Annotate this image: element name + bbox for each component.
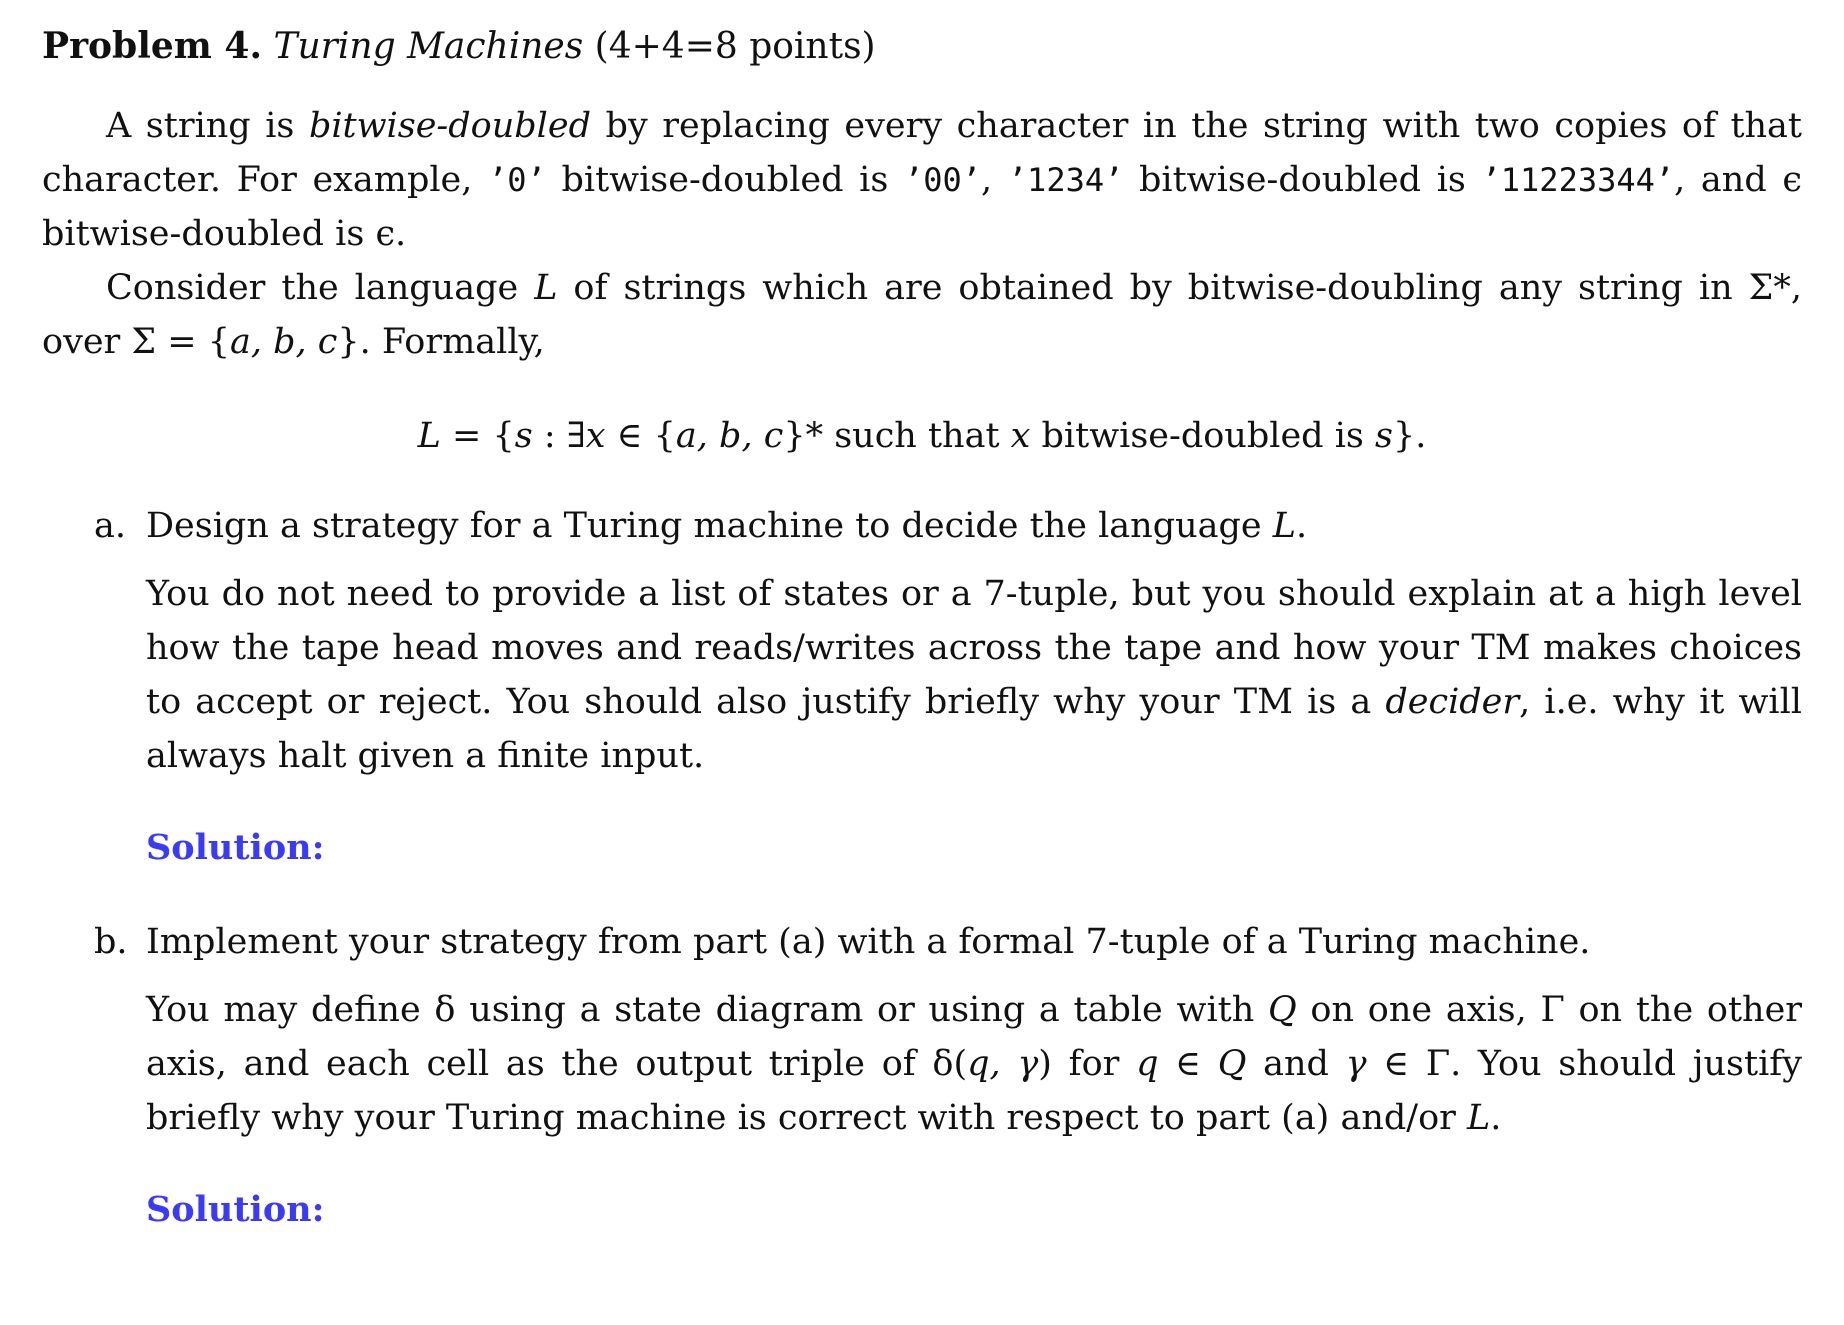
document-page [42,18,1802,1277]
math-q-gamma: q, γ [967,1044,1039,1084]
problem-heading [42,18,1802,75]
math-alphabet: a, b, c [230,322,338,362]
intro-paragraph-2 [42,261,1802,369]
text-span: on one axis, Γ on the other axis, and each cell as the output triple of δ( [146,990,1803,1084]
text-span: }* such that [783,416,1011,456]
part-b-solution-label: Solution: [146,1189,325,1230]
part-b-prompt: Implement your strategy from part (a) with a formal 7-tuple of a Turing machine. [146,922,1591,962]
math-L: L [1467,1098,1491,1138]
example-output-2: ’11223344’ [1481,161,1675,199]
term-bitwise-doubled: bitwise-doubled [308,106,591,146]
text-span: }. Formally, [337,322,545,362]
text-span: = { [440,416,515,456]
text-span: by replacing every character in the string with two copies of that character. For example, [42,106,1802,200]
text-span: and [1246,1044,1346,1084]
math-L: L [417,416,441,456]
math-gamma: γ [1345,1044,1367,1084]
text-span: , i.e. why it will always halt given a finite input. [146,682,1802,776]
text-span: . [1296,506,1308,546]
math-q: q [1136,1044,1159,1084]
math-L: L [1272,506,1297,546]
math-s: s [1375,416,1393,456]
math-s: s [514,416,533,456]
math-Q: Q [1217,1044,1247,1084]
text-span: You do not need to provide a list of states or a 7-tuple, but you should explain at a high level how the tape head moves and reads/writes across the tape and how your TM makes choices to accept or reject. You should also justify briefly why your TM is a [146,574,1802,722]
math-Q: Q [1268,990,1297,1030]
text-span: ) for [1038,1044,1137,1084]
text-span: }. [1392,416,1427,456]
part-a [94,499,1802,875]
problem-label: Problem 4. [42,25,263,67]
math-L: L [534,268,558,308]
intro-paragraph-1 [42,99,1802,261]
text-span: , [981,160,1008,200]
text-span: ∈ { [605,416,676,456]
text-span: ∈ [1158,1044,1218,1084]
text-span: You may define δ using a state diagram or using a table with [146,990,1268,1030]
problem-points: (4+4=8 points) [594,26,876,67]
text-span: : ∃ [532,416,586,456]
math-alphabet: a, b, c [675,416,784,456]
problem-title: Turing Machines [273,26,584,67]
part-b [94,915,1803,1237]
display-equation [42,409,1802,463]
text-span: bitwise-doubled is [1030,416,1375,456]
example-input-1: ’0’ [488,161,546,199]
math-x: x [1010,416,1031,456]
example-output-1: ’00’ [903,161,982,199]
part-a-details [146,567,1802,783]
part-b-details [146,983,1802,1145]
part-b-marker: b. [94,922,128,962]
text-span: bitwise-doubled is [545,160,904,200]
text-span: , and ϵ bitwise-doubled is ϵ. [42,160,1802,254]
text-span: bitwise-doubled is [1123,160,1482,200]
example-input-2: ’1234’ [1007,161,1124,199]
part-a-marker: a. [94,506,126,546]
text-span: A string is [106,106,309,146]
math-x: x [585,416,606,456]
text-span: Consider the language [106,268,535,308]
text-span: . [1490,1098,1502,1138]
text-span: of strings which are obtained by bitwise-doubling any string in Σ*, over Σ = { [42,268,1802,362]
part-a-solution-label: Solution: [146,827,325,868]
text-span: Design a strategy for a Turing machine to decide the language [146,506,1273,546]
part-a-prompt [146,499,1802,553]
term-decider: decider [1385,682,1520,722]
text-span: ∈ Γ. You should justify briefly why your Turing machine is correct with respect to part (a) and/or [146,1044,1802,1138]
